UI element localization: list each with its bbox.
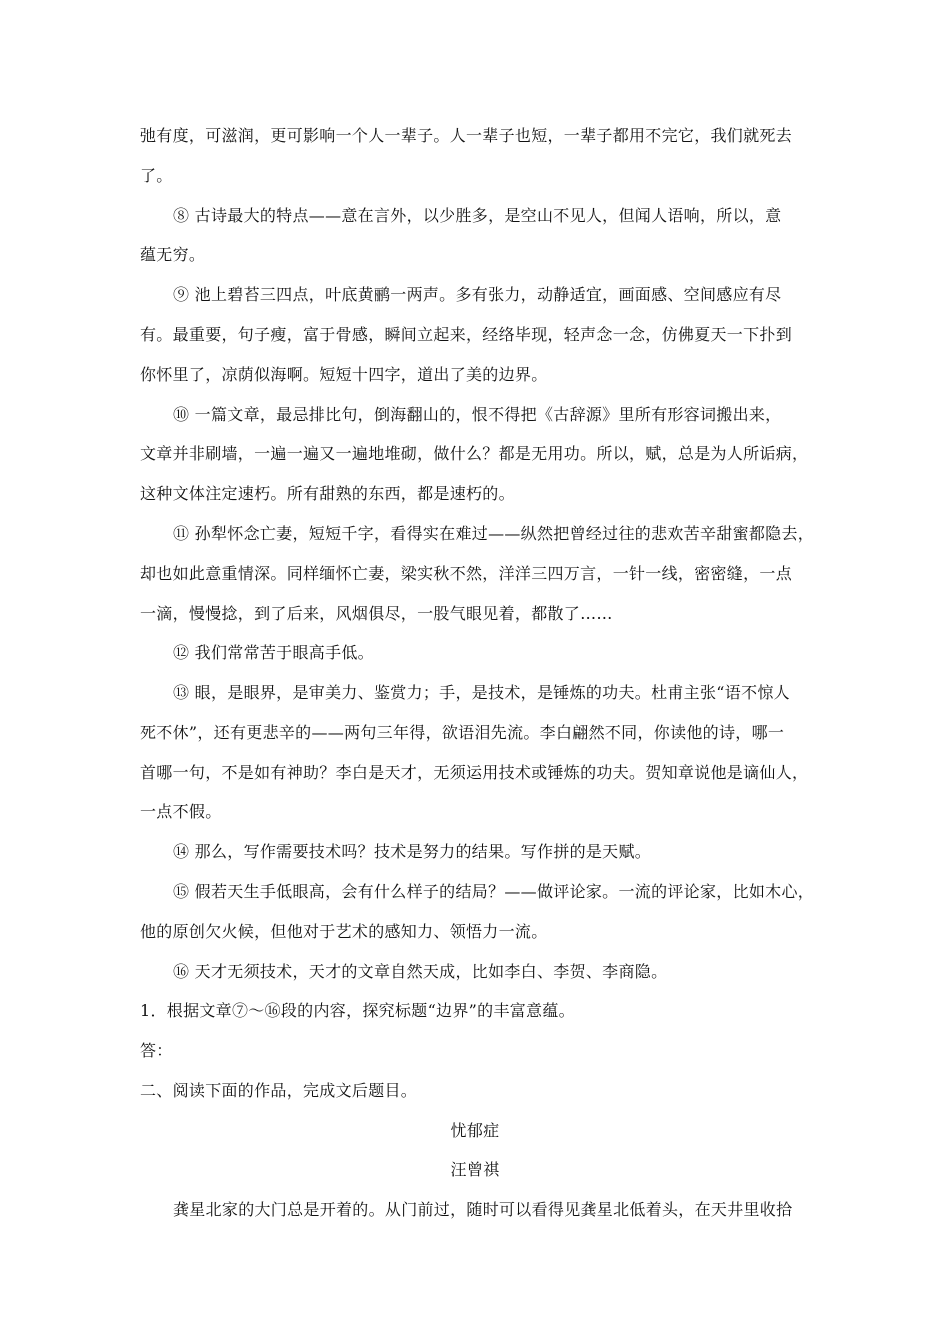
paragraph-10-line: 这种文体注定速朽。所有甜熟的东西，都是速朽的。 xyxy=(140,484,515,503)
paragraph-9-line: 你怀里了，凉荫似海啊。短短十四字，道出了美的边界。 xyxy=(140,365,548,384)
paragraph-11-line: 却也如此意重情深。同样缅怀亡妻，梁实秋不然，洋洋三四万言，一针一线，密密缝，一点 xyxy=(140,564,793,583)
paragraph-14: ⑭ 那么，写作需要技术吗？技术是努力的结果。写作拼的是天赋。 xyxy=(173,842,652,861)
paragraph-15-line: 他的原创欠火候，但他对于艺术的感知力、领悟力一流。 xyxy=(140,922,548,941)
paragraph-9-line: 有。最重要，句子瘦，富于骨感，瞬间立起来，经络毕现，轻声念一念，仿佛夏天一下扑到 xyxy=(140,325,793,344)
story-paragraph-1: 龚星北家的大门总是开着的。从门前过，随时可以看得见龚星北低着头，在天井里收拾 xyxy=(173,1200,793,1219)
paragraph-10: ⑩ 一篇文章，最忌排比句，倒海翻山的，恨不得把《古辞源》里所有形容词搬出来， xyxy=(173,405,782,424)
paragraph-11-line: 一滴，慢慢捻，到了后来，风烟俱尽，一股气眼见着，都散了…… xyxy=(140,604,613,623)
paragraph-7-line: 弛有度，可滋润，更可影响一个人一辈子。人一辈子也短，一辈子都用不完它，我们就死去 xyxy=(140,126,793,145)
paragraph-8-line: 蕴无穷。 xyxy=(140,245,206,264)
work-title: 忧郁症 xyxy=(450,1121,500,1140)
paragraph-13-line: 首哪一句，不是如有神助？李白是天才，无须运用技术或锤炼的功夫。贺知章说他是谪仙人， xyxy=(140,763,809,782)
question-1: 1．根据文章⑦～⑯段的内容，探究标题“边界”的丰富意蕴。 xyxy=(140,1001,575,1020)
paragraph-15: ⑮ 假若天生手低眼高，会有什么样子的结局？——做评论家。一流的评论家，比如木心， xyxy=(173,882,815,901)
paragraph-7-line: 了。 xyxy=(140,166,173,185)
paragraph-8: ⑧ 古诗最大的特点——意在言外，以少胜多，是空山不见人，但闻人语响，所以，意 xyxy=(173,206,782,225)
paragraph-13: ⑬ 眼，是眼界，是审美力、鉴赏力；手，是技术，是锤炼的功夫。杜甫主张“语不惊人 xyxy=(173,683,790,702)
section-heading: 二、阅读下面的作品，完成文后题目。 xyxy=(140,1081,418,1100)
paragraph-16: ⑯ 天才无须技术，天才的文章自然天成，比如李白、李贺、李商隐。 xyxy=(173,962,668,981)
paragraph-10-line: 文章并非刷墙，一遍一遍又一遍地堆砌，做什么？都是无用功。所以，赋，总是为人所诟病， xyxy=(140,444,809,463)
paragraph-13-line: 死不休”，还有更悲辛的——两句三年得，欲语泪先流。李白翩然不同，你读他的诗，哪一 xyxy=(140,723,785,742)
answer-label: 答： xyxy=(140,1041,173,1060)
paragraph-13-line: 一点不假。 xyxy=(140,802,222,821)
paragraph-9: ⑨ 池上碧苔三四点，叶底黄鹂一两声。多有张力，动静适宜，画面感、空间感应有尽 xyxy=(173,285,782,304)
paragraph-11: ⑪ 孙犁怀念亡妻，短短千字，看得实在难过——纵然把曾经过往的悲欢苦辛甜蜜都隐去， xyxy=(173,524,815,543)
work-author: 汪曾祺 xyxy=(450,1160,500,1179)
paragraph-12: ⑫ 我们常常苦于眼高手低。 xyxy=(173,643,374,662)
